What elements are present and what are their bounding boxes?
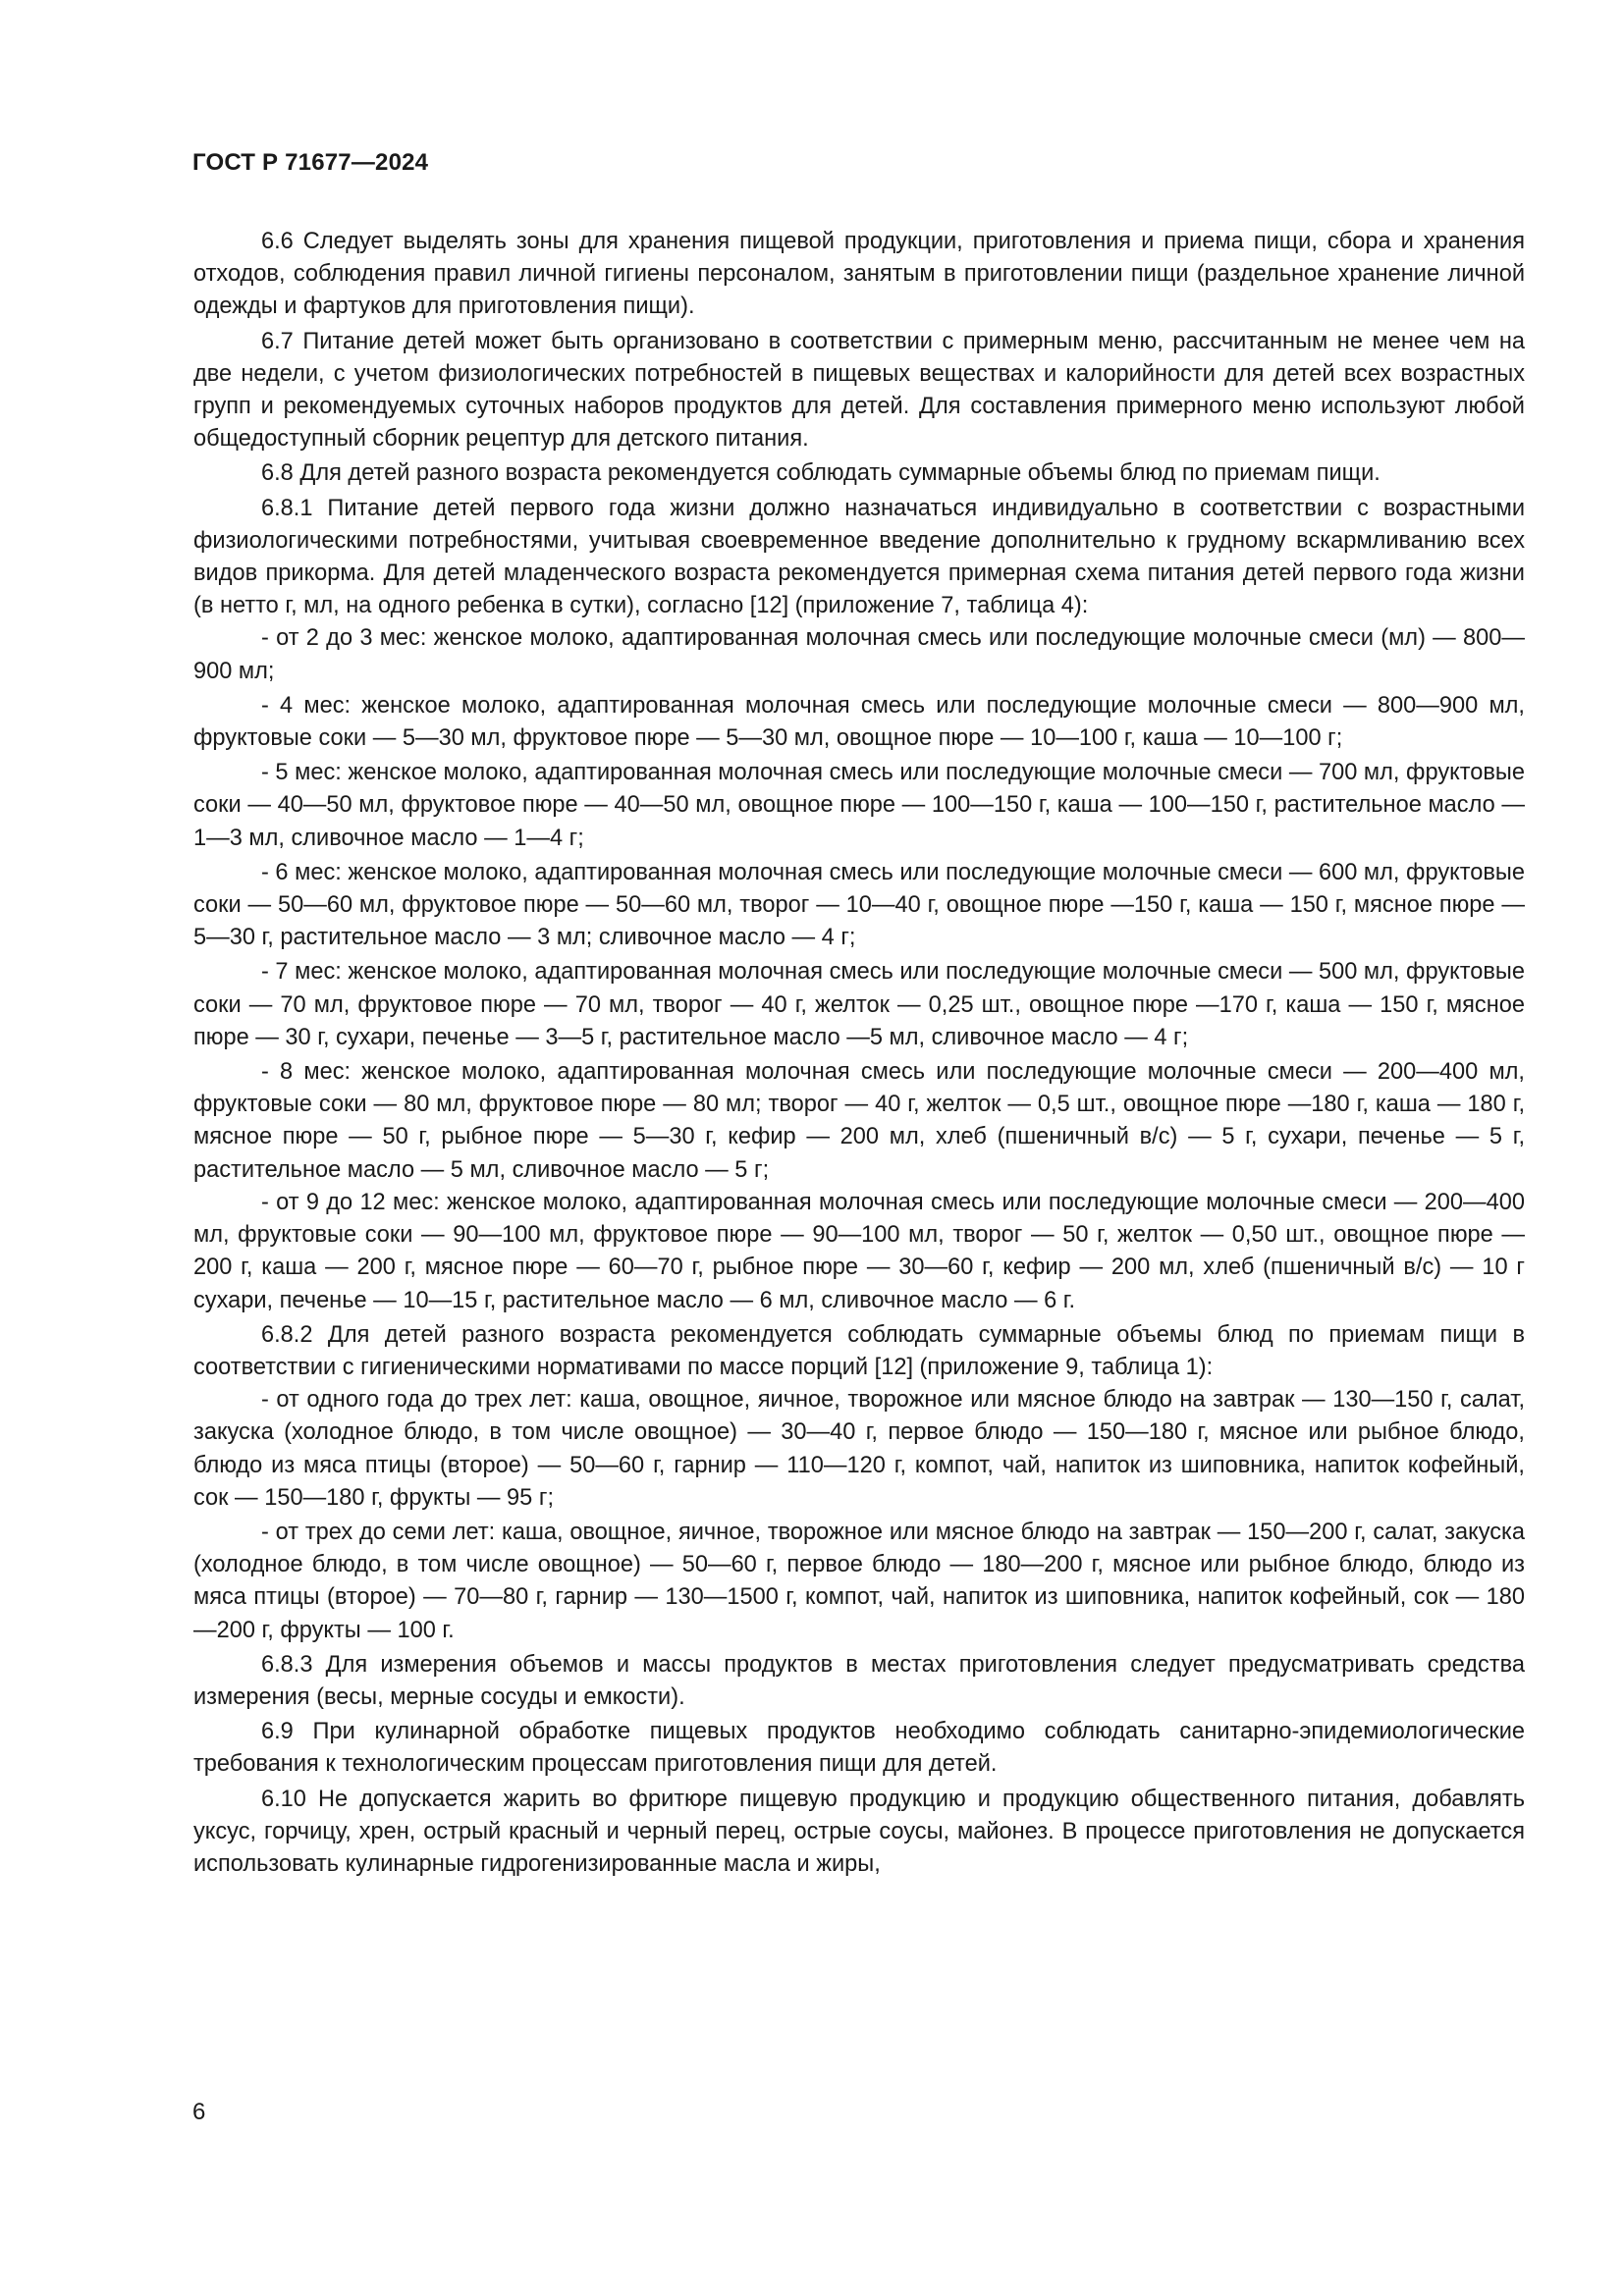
- paragraph-6-10: 6.10 Не допускается жарить во фритюре пищевую продукцию и продукцию общественного питания, добавлять уксус, горчицу, хрен, острый красный и черный перец, острые соусы, майонез. В процессе приготовления не допускается использовать кулинарные гидрогенизированные масла и жиры,: [193, 1786, 1525, 1877]
- paragraph-6-8-1: 6.8.1 Питание детей первого года жизни должно назначаться индивидуально в соответствии с возрастными физиологическими потребностями, учитывая своевременное введение дополнительно к грудному вскармливанию всех видов прикорма. Для детей младенческого возраста рекомендуется примерная схема питания детей первого года жизни (в нетто г, мл, на одного ребенка в сутки), согласно [12] (приложение 7, таблица 4):: [193, 495, 1525, 619]
- list-item-8-months: - 8 мес: женское молоко, адаптированная молочная смесь или последующие молочные смеси — 200—400 мл, фруктовые соки — 80 мл, фруктовое пюре — 80 мл; творог — 40 г, желток — 0,5 шт., овощное пюре —180 г, каша — 180 г, мясное пюре — 50 г, рыбное пюре — 5—30 г, кефир — 200 мл, хлеб (пшеничный в/с) — 5 г, сухари, печенье — 5 г, растительное масло — 5 мл, сливочное масло — 5 г;: [193, 1059, 1525, 1183]
- paragraph-6-6: 6.6 Следует выделять зоны для хранения пищевой продукции, приготовления и приема пищи, сбора и хранения отходов, соблюдения правил личной гигиены персоналом, занятым в приготовлении пищи (раздельное хранение личной одежды и фартуков для приготовления пищи).: [193, 229, 1525, 320]
- paragraph-6-8-2: 6.8.2 Для детей разного возраста рекомендуется соблюдать суммарные объемы блюд по приемам пищи в соответствии с гигиеническими нормативами по массе порций [12] (приложение 9, таблица 1):: [193, 1321, 1525, 1380]
- paragraph-6-8: 6.8 Для детей разного возраста рекомендуется соблюдать суммарные объемы блюд по приемам пищи.: [261, 460, 1380, 487]
- page-number: 6: [192, 2099, 206, 2125]
- paragraph-6-7: 6.7 Питание детей может быть организовано в соответствии с примерным меню, рассчитанным не менее чем на две недели, с учетом физиологических потребностей в пищевых веществах и калорийности для детей всех возрастных групп и рекомендуемых суточных наборов продуктов для детей. Для составления примерного меню используют любой общедоступный сборник рецептур для детского питания.: [193, 328, 1525, 453]
- page-header-standard-number: ГОСТ Р 71677—2024: [192, 149, 429, 176]
- list-item-7-months: - 7 мес: женское молоко, адаптированная молочная смесь или последующие молочные смеси — 500 мл, фруктовые соки — 70 мл, фруктовое пюре — 70 мл, творог — 40 г, желток — 0,25 шт., овощное пюре —170 г, каша — 150 г, мясное пюре — 30 г, сухари, печенье — 3—5 г, растительное масло —5 мл, сливочное масло — 4 г;: [193, 959, 1525, 1050]
- list-item-9-12-months: - от 9 до 12 мес: женское молоко, адаптированная молочная смесь или последующие молочные смеси — 200—400 мл, фруктовые соки — 90—100 мл, фруктовое пюре — 90—100 мл, творог — 50 г, желток — 0,50 шт., овощное пюре — 200 г, каша — 200 г, мясное пюре — 60—70 г, рыбное пюре — 30—60 г, кефир — 200 мл, хлеб (пшеничный в/с) — 10 г сухари, печенье — 10—15 г, растительное масло — 6 мл, сливочное масло — 6 г.: [193, 1189, 1525, 1313]
- body-text: [193, 226, 1525, 1881]
- list-item-5-months: - 5 мес: женское молоко, адаптированная молочная смесь или последующие молочные смеси — 700 мл, фруктовые соки — 40—50 мл, фруктовое пюре — 40—50 мл, овощное пюре — 100—150 г, каша — 100—150 г, растительное масло — 1—3 мл, сливочное масло — 1—4 г;: [193, 760, 1525, 851]
- list-item-4-months: - 4 мес: женское молоко, адаптированная молочная смесь или последующие молочные смеси — 800—900 мл, фруктовые соки — 5—30 мл, фруктовое пюре — 5—30 мл, овощное пюре — 10—100 г, каша — 10—100 г;: [193, 692, 1525, 752]
- list-item-3-7-years: - от трех до семи лет: каша, овощное, яичное, творожное или мясное блюдо на завтрак — 150—200 г, салат, закуска (холодное блюдо, в том числе овощное) — 50—60 г, первое блюдо — 180—200 г, мясное или рыбное блюдо, блюдо из мяса птицы (второе) — 70—80 г, гарнир — 130—1500 г, компот, чай, напиток из шиповника, напиток кофейный, сок — 180—200 г, фрукты — 100 г.: [193, 1519, 1525, 1643]
- paragraph-6-9: 6.9 При кулинарной обработке пищевых продуктов необходимо соблюдать санитарно-эпидемиологические требования к технологическим процессам приготовления пищи для детей.: [193, 1719, 1525, 1778]
- list-item-2-3-months: - от 2 до 3 мес: женское молоко, адаптированная молочная смесь или последующие молочные смеси (мл) — 800—900 мл;: [193, 625, 1525, 684]
- paragraph-6-8-3: 6.8.3 Для измерения объемов и массы продуктов в местах приготовления следует предусматривать средства измерения (весы, мерные сосуды и емкости).: [193, 1651, 1525, 1710]
- list-item-6-months: - 6 мес: женское молоко, адаптированная молочная смесь или последующие молочные смеси — 600 мл, фруктовые соки — 50—60 мл, фруктовое пюре — 50—60 мл, творог — 10—40 г, овощное пюре —150 г, каша — 150 г, мясное пюре — 5—30 г, растительное масло — 3 мл; сливочное масло — 4 г;: [193, 859, 1525, 951]
- list-item-1-3-years: - от одного года до трех лет: каша, овощное, яичное, творожное или мясное блюдо на завтрак — 130—150 г, салат, закуска (холодное блюдо, в том числе овощное) — 30—40 г, первое блюдо — 150—180 г, мясное или рыбное блюдо, блюдо из мяса птицы (второе) — 50—60 г, гарнир — 110—120 г, компот, чай, напиток из шиповника, напиток кофейный, сок — 150—180 г, фрукты — 95 г;: [193, 1387, 1525, 1511]
